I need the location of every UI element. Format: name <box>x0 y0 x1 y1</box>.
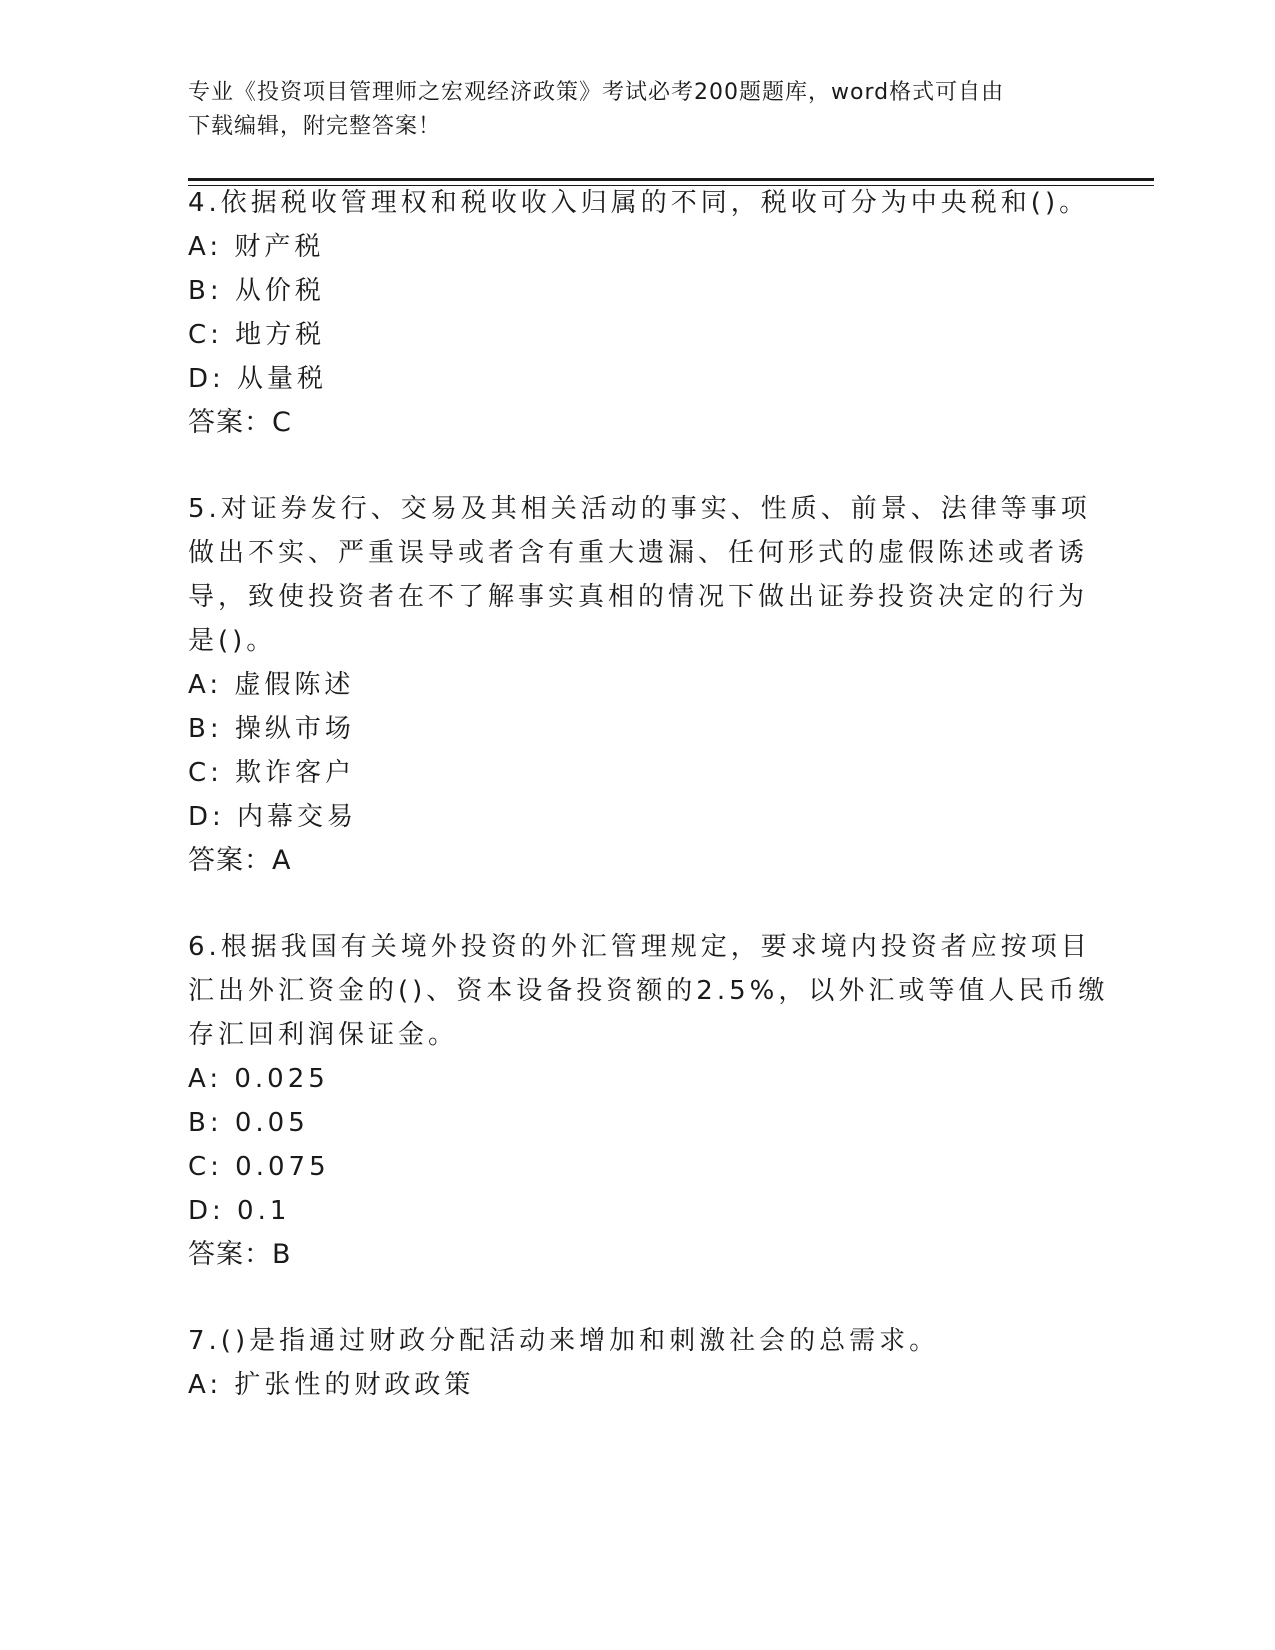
question-6-answer: 答案：B <box>188 1239 292 1270</box>
question-4-option-a: A: 财产税 <box>188 232 325 262</box>
question-4-option-b: B: 从价税 <box>188 276 325 306</box>
question-6-option-d: D: 0.1 <box>188 1196 291 1226</box>
question-4-option-c: C: 地方税 <box>188 320 326 350</box>
question-5-option-b: B: 操纵市场 <box>188 714 355 744</box>
question-5-stem-line-3: 导，致使投资者在不了解事实真相的情况下做出证券投资决定的行为 <box>188 582 1089 612</box>
question-6-option-b: B: 0.05 <box>188 1108 309 1138</box>
question-5-stem-line-4: 是()。 <box>188 626 277 656</box>
question-4-answer: 答案：C <box>188 407 292 438</box>
question-7-stem-line-1: 7.()是指通过财政分配活动来增加和刺激社会的总需求。 <box>188 1326 940 1356</box>
document-header <box>188 76 1068 144</box>
question-6-stem-line-3: 存汇回利润保证金。 <box>188 1020 459 1050</box>
question-7-option-a: A: 扩张性的财政政策 <box>188 1370 475 1400</box>
question-5-option-d: D: 内幕交易 <box>188 802 358 832</box>
question-5-option-a: A: 虚假陈述 <box>188 670 355 700</box>
question-6-option-c: C: 0.075 <box>188 1152 330 1182</box>
question-6-option-a: A: 0.025 <box>188 1064 329 1094</box>
question-6-stem-line-2: 汇出外汇资金的()、资本设备投资额的2.5%，以外汇或等值人民币缴 <box>188 976 1109 1006</box>
question-4-stem-line-1: 4.依据税收管理权和税收收入归属的不同，税收可分为中央税和()。 <box>188 188 1090 218</box>
question-5-option-c: C: 欺诈客户 <box>188 758 356 788</box>
header-line-1: 专业《投资项目管理师之宏观经济政策》考试必考200题题库，word格式可自由 <box>188 80 1005 105</box>
header-line-2: 下载编辑，附完整答案！ <box>188 114 442 139</box>
question-5-stem-line-2: 做出不实、严重误导或者含有重大遗漏、任何形式的虚假陈述或者诱 <box>188 538 1089 568</box>
question-6-stem-line-1: 6.根据我国有关境外投资的外汇管理规定，要求境内投资者应按项目 <box>188 932 1091 962</box>
question-5-answer: 答案：A <box>188 845 292 876</box>
question-5-stem-line-1: 5.对证券发行、交易及其相关活动的事实、性质、前景、法律等事项 <box>188 494 1091 524</box>
header-divider-thick <box>188 178 1154 181</box>
question-4-option-d: D: 从量税 <box>188 364 328 394</box>
